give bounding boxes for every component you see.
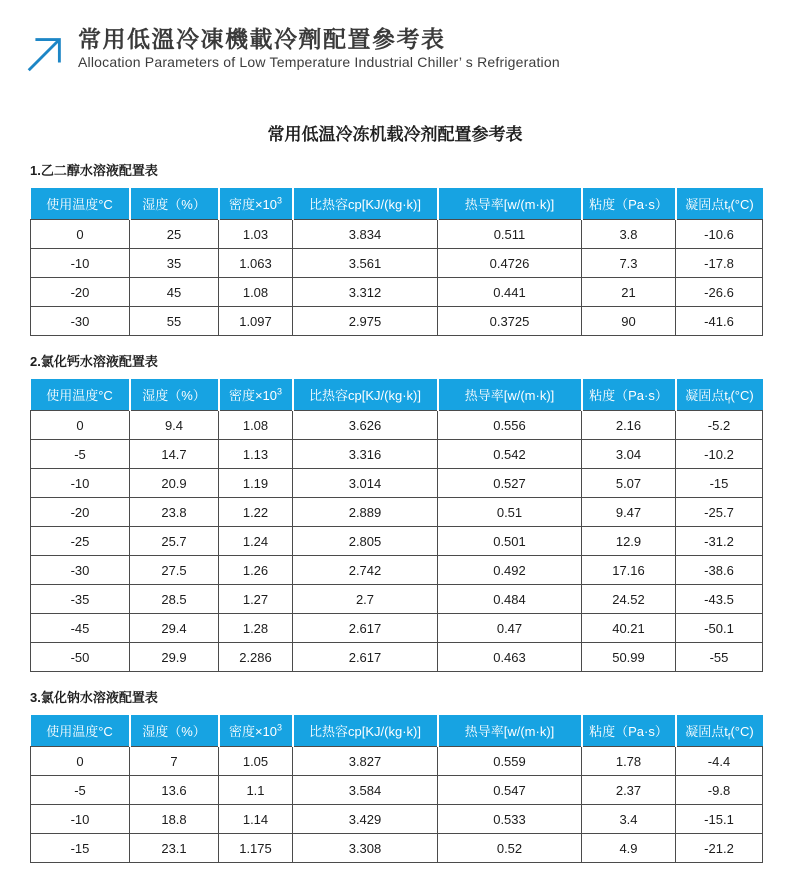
table-cell: 0.547: [438, 776, 582, 805]
table-cell: 1.097: [219, 307, 293, 336]
table-cell: -15: [676, 469, 763, 498]
table-cell: 0: [31, 220, 130, 249]
table-cell: 3.827: [293, 747, 438, 776]
table-cell: 2.7: [293, 585, 438, 614]
column-header: 密度$\times 10^3$: [219, 188, 293, 220]
data-table: [30, 715, 763, 863]
table-row: [31, 220, 763, 249]
table-cell: 3.4: [582, 805, 676, 834]
table-section: [30, 351, 762, 672]
table-cell: -50.1: [676, 614, 763, 643]
table-cell: 9.4: [130, 411, 219, 440]
table-cell: 0.542: [438, 440, 582, 469]
table-cell: 45: [130, 278, 219, 307]
table-row: [31, 776, 763, 805]
table-cell: 3.04: [582, 440, 676, 469]
table-cell: 0.463: [438, 643, 582, 672]
table-cell: 1.22: [219, 498, 293, 527]
table-cell: 29.4: [130, 614, 219, 643]
table-cell: 0: [31, 747, 130, 776]
table-cell: 27.5: [130, 556, 219, 585]
table-cell: 3.316: [293, 440, 438, 469]
table-row: [31, 556, 763, 585]
table-cell: 23.8: [130, 498, 219, 527]
page-subtitle: Allocation Parameters of Low Temperature Industrial Chiller’ s Refrigeration: [78, 54, 560, 71]
table-cell: 3.308: [293, 834, 438, 863]
column-header: 密度$\times 10^3$: [219, 715, 293, 747]
table-row: [31, 411, 763, 440]
table-cell: -21.2: [676, 834, 763, 863]
table-cell: 3.584: [293, 776, 438, 805]
arrow-up-right-icon: [22, 28, 68, 76]
page-title: 常用低溫冷凍機載冷劑配置參考表: [78, 26, 446, 52]
column-header: 比热容cp[KJ/(kg·k)]: [293, 188, 438, 220]
table-cell: -15.1: [676, 805, 763, 834]
table-cell: 2.975: [293, 307, 438, 336]
table-section-label: 3.氯化钠水溶液配置表: [30, 690, 158, 705]
table-row: [31, 249, 763, 278]
table-cell: 0.3725: [438, 307, 582, 336]
table-cell: 3.8: [582, 220, 676, 249]
table-cell: -30: [31, 307, 130, 336]
table-cell: 0.556: [438, 411, 582, 440]
table-cell: 3.429: [293, 805, 438, 834]
table-row: [31, 527, 763, 556]
table-cell: 40.21: [582, 614, 676, 643]
table-section: [30, 687, 762, 863]
table-row: [31, 643, 763, 672]
table-cell: -10: [31, 805, 130, 834]
table-row: [31, 278, 763, 307]
table-cell: 5.07: [582, 469, 676, 498]
column-header: 凝固点$t_f(^\circ C)$: [676, 715, 763, 747]
column-header: 粘度（Pa·s）: [582, 379, 676, 411]
table-cell: 3.626: [293, 411, 438, 440]
table-cell: 2.805: [293, 527, 438, 556]
table-cell: 2.286: [219, 643, 293, 672]
table-row: [31, 834, 763, 863]
table-cell: -5.2: [676, 411, 763, 440]
header-row: [31, 715, 763, 747]
column-header: 粘度（Pa·s）: [582, 715, 676, 747]
table-cell: -10.6: [676, 220, 763, 249]
column-header: 密度$\times 10^3$: [219, 379, 293, 411]
table-cell: -43.5: [676, 585, 763, 614]
table-cell: 18.8: [130, 805, 219, 834]
table-cell: 2.742: [293, 556, 438, 585]
header-row: [31, 188, 763, 220]
table-cell: 17.16: [582, 556, 676, 585]
table-cell: 1.78: [582, 747, 676, 776]
table-cell: 0.533: [438, 805, 582, 834]
table-cell: 12.9: [582, 527, 676, 556]
table-cell: 0.511: [438, 220, 582, 249]
table-cell: 2.617: [293, 614, 438, 643]
table-cell: 29.9: [130, 643, 219, 672]
table-cell: -9.8: [676, 776, 763, 805]
table-cell: 3.014: [293, 469, 438, 498]
table-cell: 1.08: [219, 278, 293, 307]
table-cell: -20: [31, 498, 130, 527]
table-cell: 1.08: [219, 411, 293, 440]
table-cell: -41.6: [676, 307, 763, 336]
table-cell: 1.03: [219, 220, 293, 249]
table-cell: 0.441: [438, 278, 582, 307]
table-cell: 28.5: [130, 585, 219, 614]
column-header: 湿度（%）: [130, 715, 219, 747]
table-cell: 23.1: [130, 834, 219, 863]
column-header: 热导率[w/(m·k)]: [438, 188, 582, 220]
tables-container: [30, 160, 762, 863]
table-cell: -31.2: [676, 527, 763, 556]
table-cell: 3.312: [293, 278, 438, 307]
table-cell: 7.3: [582, 249, 676, 278]
column-header: 使用温度°C: [31, 379, 130, 411]
table-cell: 4.9: [582, 834, 676, 863]
table-row: [31, 614, 763, 643]
table-section-label: 1.乙二醇水溶液配置表: [30, 163, 158, 178]
table-cell: -10: [31, 469, 130, 498]
table-row: [31, 307, 763, 336]
table-cell: 2.37: [582, 776, 676, 805]
table-cell: 0.559: [438, 747, 582, 776]
table-cell: -45: [31, 614, 130, 643]
table-cell: -10.2: [676, 440, 763, 469]
table-cell: 1.26: [219, 556, 293, 585]
header-titles: [78, 26, 560, 70]
table-cell: -30: [31, 556, 130, 585]
table-row: [31, 469, 763, 498]
column-header: 热导率[w/(m·k)]: [438, 379, 582, 411]
table-cell: 0.484: [438, 585, 582, 614]
table-cell: 1.175: [219, 834, 293, 863]
table-cell: -25: [31, 527, 130, 556]
table-cell: 20.9: [130, 469, 219, 498]
table-cell: -5: [31, 776, 130, 805]
table-cell: 1.13: [219, 440, 293, 469]
table-cell: 0: [31, 411, 130, 440]
table-row: [31, 498, 763, 527]
table-cell: 1.28: [219, 614, 293, 643]
table-cell: 14.7: [130, 440, 219, 469]
data-table: [30, 379, 763, 672]
document-header: [0, 0, 790, 76]
table-cell: 0.52: [438, 834, 582, 863]
table-cell: 1.14: [219, 805, 293, 834]
table-row: [31, 585, 763, 614]
table-section-label: 2.氯化钙水溶液配置表: [30, 354, 158, 369]
table-cell: 2.889: [293, 498, 438, 527]
column-header: 比热容cp[KJ/(kg·k)]: [293, 715, 438, 747]
table-cell: -20: [31, 278, 130, 307]
table-cell: 0.527: [438, 469, 582, 498]
table-cell: -55: [676, 643, 763, 672]
table-cell: 13.6: [130, 776, 219, 805]
table-cell: -38.6: [676, 556, 763, 585]
table-cell: 3.834: [293, 220, 438, 249]
table-cell: 3.561: [293, 249, 438, 278]
table-cell: 2.16: [582, 411, 676, 440]
table-cell: -50: [31, 643, 130, 672]
table-cell: 0.4726: [438, 249, 582, 278]
table-cell: 0.492: [438, 556, 582, 585]
column-header: 使用温度°C: [31, 188, 130, 220]
column-header: 凝固点$t_f(^\circ C)$: [676, 188, 763, 220]
table-cell: -35: [31, 585, 130, 614]
table-cell: -10: [31, 249, 130, 278]
table-cell: 55: [130, 307, 219, 336]
table-cell: 25.7: [130, 527, 219, 556]
table-cell: 0.51: [438, 498, 582, 527]
column-header: 粘度（Pa·s）: [582, 188, 676, 220]
table-row: [31, 747, 763, 776]
table-cell: 50.99: [582, 643, 676, 672]
table-cell: -5: [31, 440, 130, 469]
table-section: [30, 160, 762, 336]
table-main-title: 常用低温冷冻机载冷剂配置参考表: [267, 125, 523, 144]
table-cell: -17.8: [676, 249, 763, 278]
table-cell: -4.4: [676, 747, 763, 776]
column-header: 使用温度°C: [31, 715, 130, 747]
table-cell: -15: [31, 834, 130, 863]
table-cell: 1.24: [219, 527, 293, 556]
column-header: 湿度（%）: [130, 188, 219, 220]
table-cell: 21: [582, 278, 676, 307]
table-cell: 25: [130, 220, 219, 249]
table-cell: -26.6: [676, 278, 763, 307]
table-cell: 7: [130, 747, 219, 776]
table-cell: 1.05: [219, 747, 293, 776]
table-cell: 0.501: [438, 527, 582, 556]
table-cell: 1.27: [219, 585, 293, 614]
column-header: 热导率[w/(m·k)]: [438, 715, 582, 747]
table-cell: 35: [130, 249, 219, 278]
column-header: 比热容cp[KJ/(kg·k)]: [293, 379, 438, 411]
table-row: [31, 440, 763, 469]
table-cell: 9.47: [582, 498, 676, 527]
table-cell: -25.7: [676, 498, 763, 527]
table-cell: 1.1: [219, 776, 293, 805]
table-cell: 1.19: [219, 469, 293, 498]
table-cell: 90: [582, 307, 676, 336]
data-table: [30, 188, 763, 336]
table-row: [31, 805, 763, 834]
column-header: 凝固点$t_f(^\circ C)$: [676, 379, 763, 411]
header-row: [31, 379, 763, 411]
column-header: 湿度（%）: [130, 379, 219, 411]
table-cell: 1.063: [219, 249, 293, 278]
table-cell: 0.47: [438, 614, 582, 643]
table-cell: 2.617: [293, 643, 438, 672]
table-cell: 24.52: [582, 585, 676, 614]
